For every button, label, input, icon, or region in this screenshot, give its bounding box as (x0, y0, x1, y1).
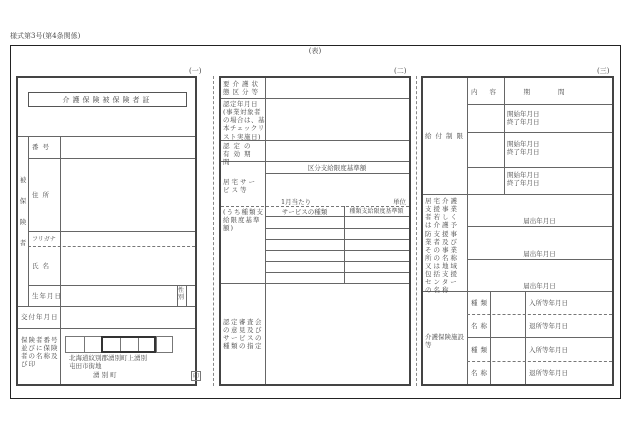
birthdate-label: 生年月日 (32, 292, 62, 300)
address-label: 住所 (32, 191, 53, 199)
panel-2-number: (二) (394, 67, 407, 75)
facility-row-2-date: 退所等年月日 (529, 322, 568, 330)
care-support-label: 居宅介護支援事業者若しくは介護予防支援事業者及びその事業所の名称又は地域包括支援センターの名称 (425, 197, 459, 295)
period-header: 期間 (523, 88, 593, 96)
insurer-name: 湧 別 町 (93, 371, 117, 379)
insurer-number-boxes (65, 336, 173, 353)
facility-row-1-date: 入所等年月日 (529, 299, 568, 307)
issue-date-label: 交付年月日 (21, 313, 59, 321)
facility-label: 介護保険施設等 (425, 333, 464, 350)
facility-row-3-date: 入所等年月日 (529, 346, 568, 354)
restriction-2-start: 開始年月日 (507, 140, 540, 148)
service-type-header: サービスの種類 (281, 208, 328, 216)
home-service-label: 居宅サービス等 (223, 178, 257, 195)
restriction-2-end: 終了年月日 (507, 148, 540, 156)
insurer-address-line2: 屯田市街地 (69, 362, 102, 370)
panel-2-certification (219, 76, 411, 386)
care-support-2-date: 届出年月日 (523, 250, 556, 258)
type-limit-label: (うち種類支給限度基準額) (223, 208, 265, 233)
card-title: 介護保険被保険者証 (28, 92, 187, 107)
facility-row-3-field: 種類 (471, 346, 490, 354)
content-header: 内容 (471, 88, 508, 96)
unit-label: 単位 (393, 198, 406, 206)
care-level-label: 要介護状態区分等 (223, 80, 261, 97)
restriction-1-start: 開始年月日 (507, 110, 540, 118)
restriction-1-end: 終了年月日 (507, 118, 540, 126)
benefit-restriction-label: 給付制限 (425, 132, 467, 140)
insurer-label: 保険者番号並びに保険者の名称及び印 (21, 336, 59, 369)
sex-label: 性別 (178, 287, 185, 301)
panel-3-number: (三) (597, 67, 610, 75)
cert-date-label: 認定年月日(事業対象者の場合は、基本チェックリスト実施日) (223, 100, 265, 141)
furigana-label: フリガナ (32, 236, 56, 243)
panel-3-benefits (421, 76, 614, 386)
panel-1-number: (一) (189, 67, 202, 75)
opinion-label: 認定審査会の意見及びサービスの種類の指定 (223, 318, 263, 351)
restriction-3-start: 開始年月日 (507, 171, 540, 179)
panel-separator-1 (213, 76, 214, 386)
facility-row-4-field: 名称 (471, 369, 490, 377)
per-month-label: 1月当たり (281, 198, 312, 206)
facility-row-2-field: 名称 (471, 322, 490, 330)
name-label: 氏名 (32, 262, 53, 270)
number-label: 番号 (32, 143, 53, 151)
panel-1-insurance-card (16, 76, 197, 386)
facility-row-4-date: 退所等年月日 (529, 369, 568, 377)
care-support-1-date: 届出年月日 (523, 217, 556, 225)
care-support-3-date: 届出年月日 (523, 282, 556, 290)
insurer-address-line1: 北海道紋別郡湧別町上湧別 (69, 354, 147, 362)
facility-row-1-field: 種類 (471, 299, 490, 307)
valid-period-label: 認定の有効期間 (223, 142, 255, 167)
insured-group-label: 被保険者 (19, 176, 27, 247)
limit-header: 区分支給限度基準額 (307, 164, 367, 172)
seal-icon: 印 (192, 373, 199, 380)
type-limit-header: 種類支給限度基準額 (349, 208, 404, 215)
panel-separator-2 (416, 76, 417, 386)
restriction-3-end: 終了年月日 (507, 179, 540, 187)
form-title: 様式第3号(第4条関係) (10, 32, 81, 40)
side-label: (表) (308, 47, 322, 55)
